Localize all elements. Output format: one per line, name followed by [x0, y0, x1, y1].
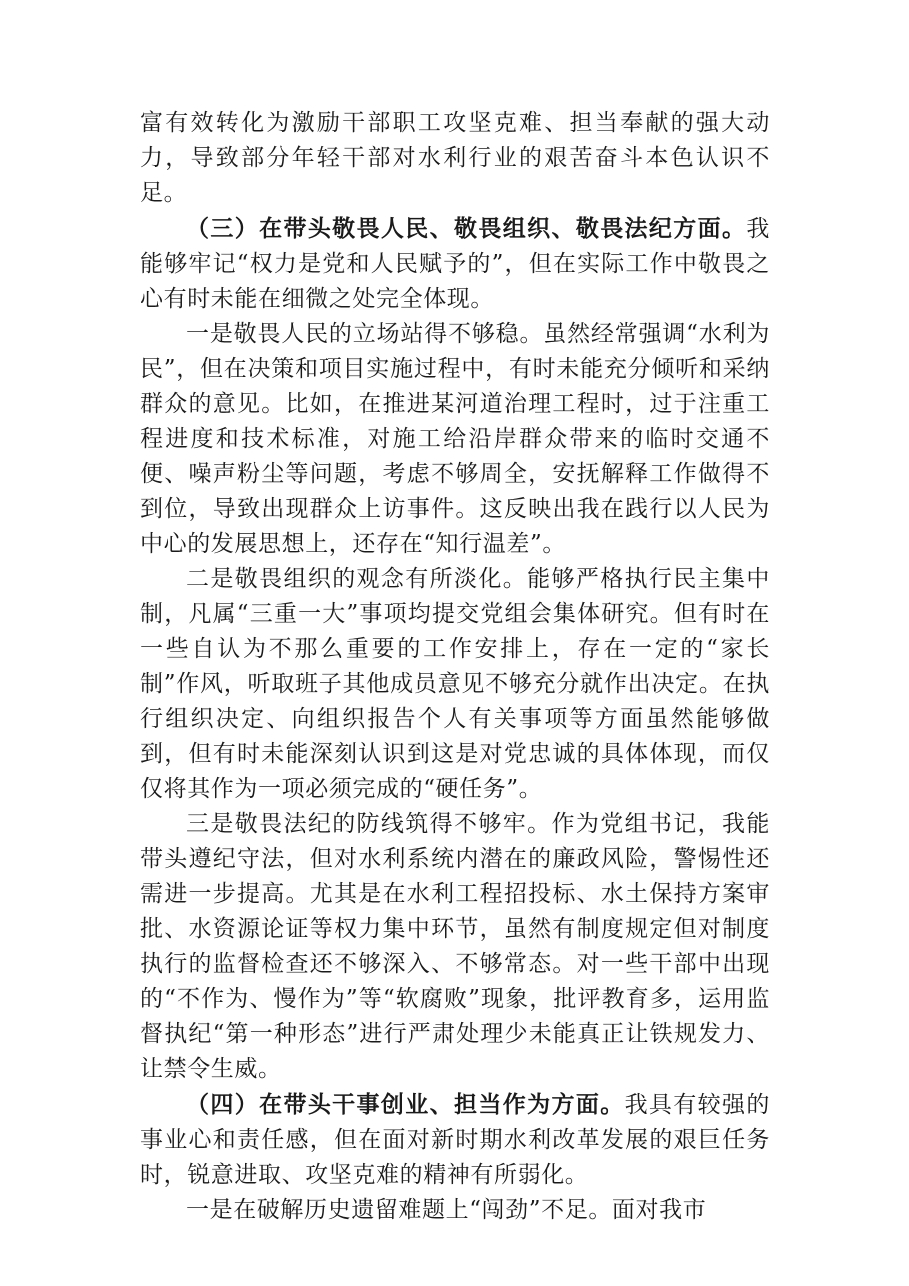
paragraph-text: 富有效转化为激励干部职工攻坚克难、担当奉献的强大动力，导致部分年轻干部对水利行业的艰苦奋斗本色认识不足。 [140, 110, 770, 206]
paragraph-history-problems [140, 1193, 770, 1228]
document-body [140, 106, 770, 1228]
paragraph-text: 一是敬畏人民的立场站得不够稳。虽然经常强调“水利为民”，但在决策和项目实施过程中，有时未能充分倾听和采纳群众的意见。比如，在推进某河道治理工程时，过于注重工程进度和技术标准，对施工给沿岸群众带来的临时交通不便、噪声粉尘等问题，考虑不够周全，安抚解释工作做得不到位，导致出现群众上访事件。这反映出我在践行以人民为中心的发展思想上，还存在“知行温差”。 [140, 321, 770, 557]
paragraph-text: 三是敬畏法纪的防线筑得不够牢。作为党组书记，我能带头遵纪守法，但对水利系统内潜在的廉政风险，警惕性还需进一步提高。尤其是在水利工程招投标、水土保持方案审批、水资源论证等权力集中环节，虽然有制度规定但对制度执行的监督检查还不够深入、不够常态。对一些干部中出现的“不作为、慢作为”等“软腐败”现象，批评教育多，运用监督执纪“第一种形态”进行严肃处理少未能真正让铁规发力、让禁令生威。 [140, 811, 770, 1082]
section-three-heading: （三）在带头敬畏人民、敬畏组织、敬畏法纪方面。 [186, 215, 747, 242]
section-four-heading: （四）在带头干事创业、担当作为方面。 [186, 1091, 625, 1118]
paragraph-continuation [140, 106, 770, 211]
section-four-intro: 我具有较强的事业心和责任感，但在面对新时期水利改革发展的艰巨任务时，锐意进取、攻坚克难的精神有所弱化。 [140, 1092, 770, 1188]
section-three-paragraph [140, 211, 770, 317]
paragraph-people [140, 317, 770, 562]
paragraph-text: 一是在破解历史遗留难题上“闯劲”不足。面对我市 [186, 1197, 707, 1223]
section-three-intro: 我能够牢记“权力是党和人民赋予的”，但在实际工作中敬畏之心有时未能在细微之处完全体现。 [140, 216, 770, 312]
paragraph-discipline [140, 807, 770, 1087]
section-four-paragraph [140, 1087, 770, 1193]
paragraph-organization [140, 562, 770, 807]
paragraph-text: 二是敬畏组织的观念有所淡化。能够严格执行民主集中制，凡属“三重一大”事项均提交党组会集体研究。但有时在一些自认为不那么重要的工作安排上，存在一定的“家长制”作风，听取班子其他成员意见不够充分就作出决定。在执行组织决定、向组织报告个人有关事项等方面虽然能够做到，但有时未能深刻认识到这是对党忠诚的具体体现，而仅仅将其作为一项必须完成的“硬任务”。 [140, 566, 770, 802]
